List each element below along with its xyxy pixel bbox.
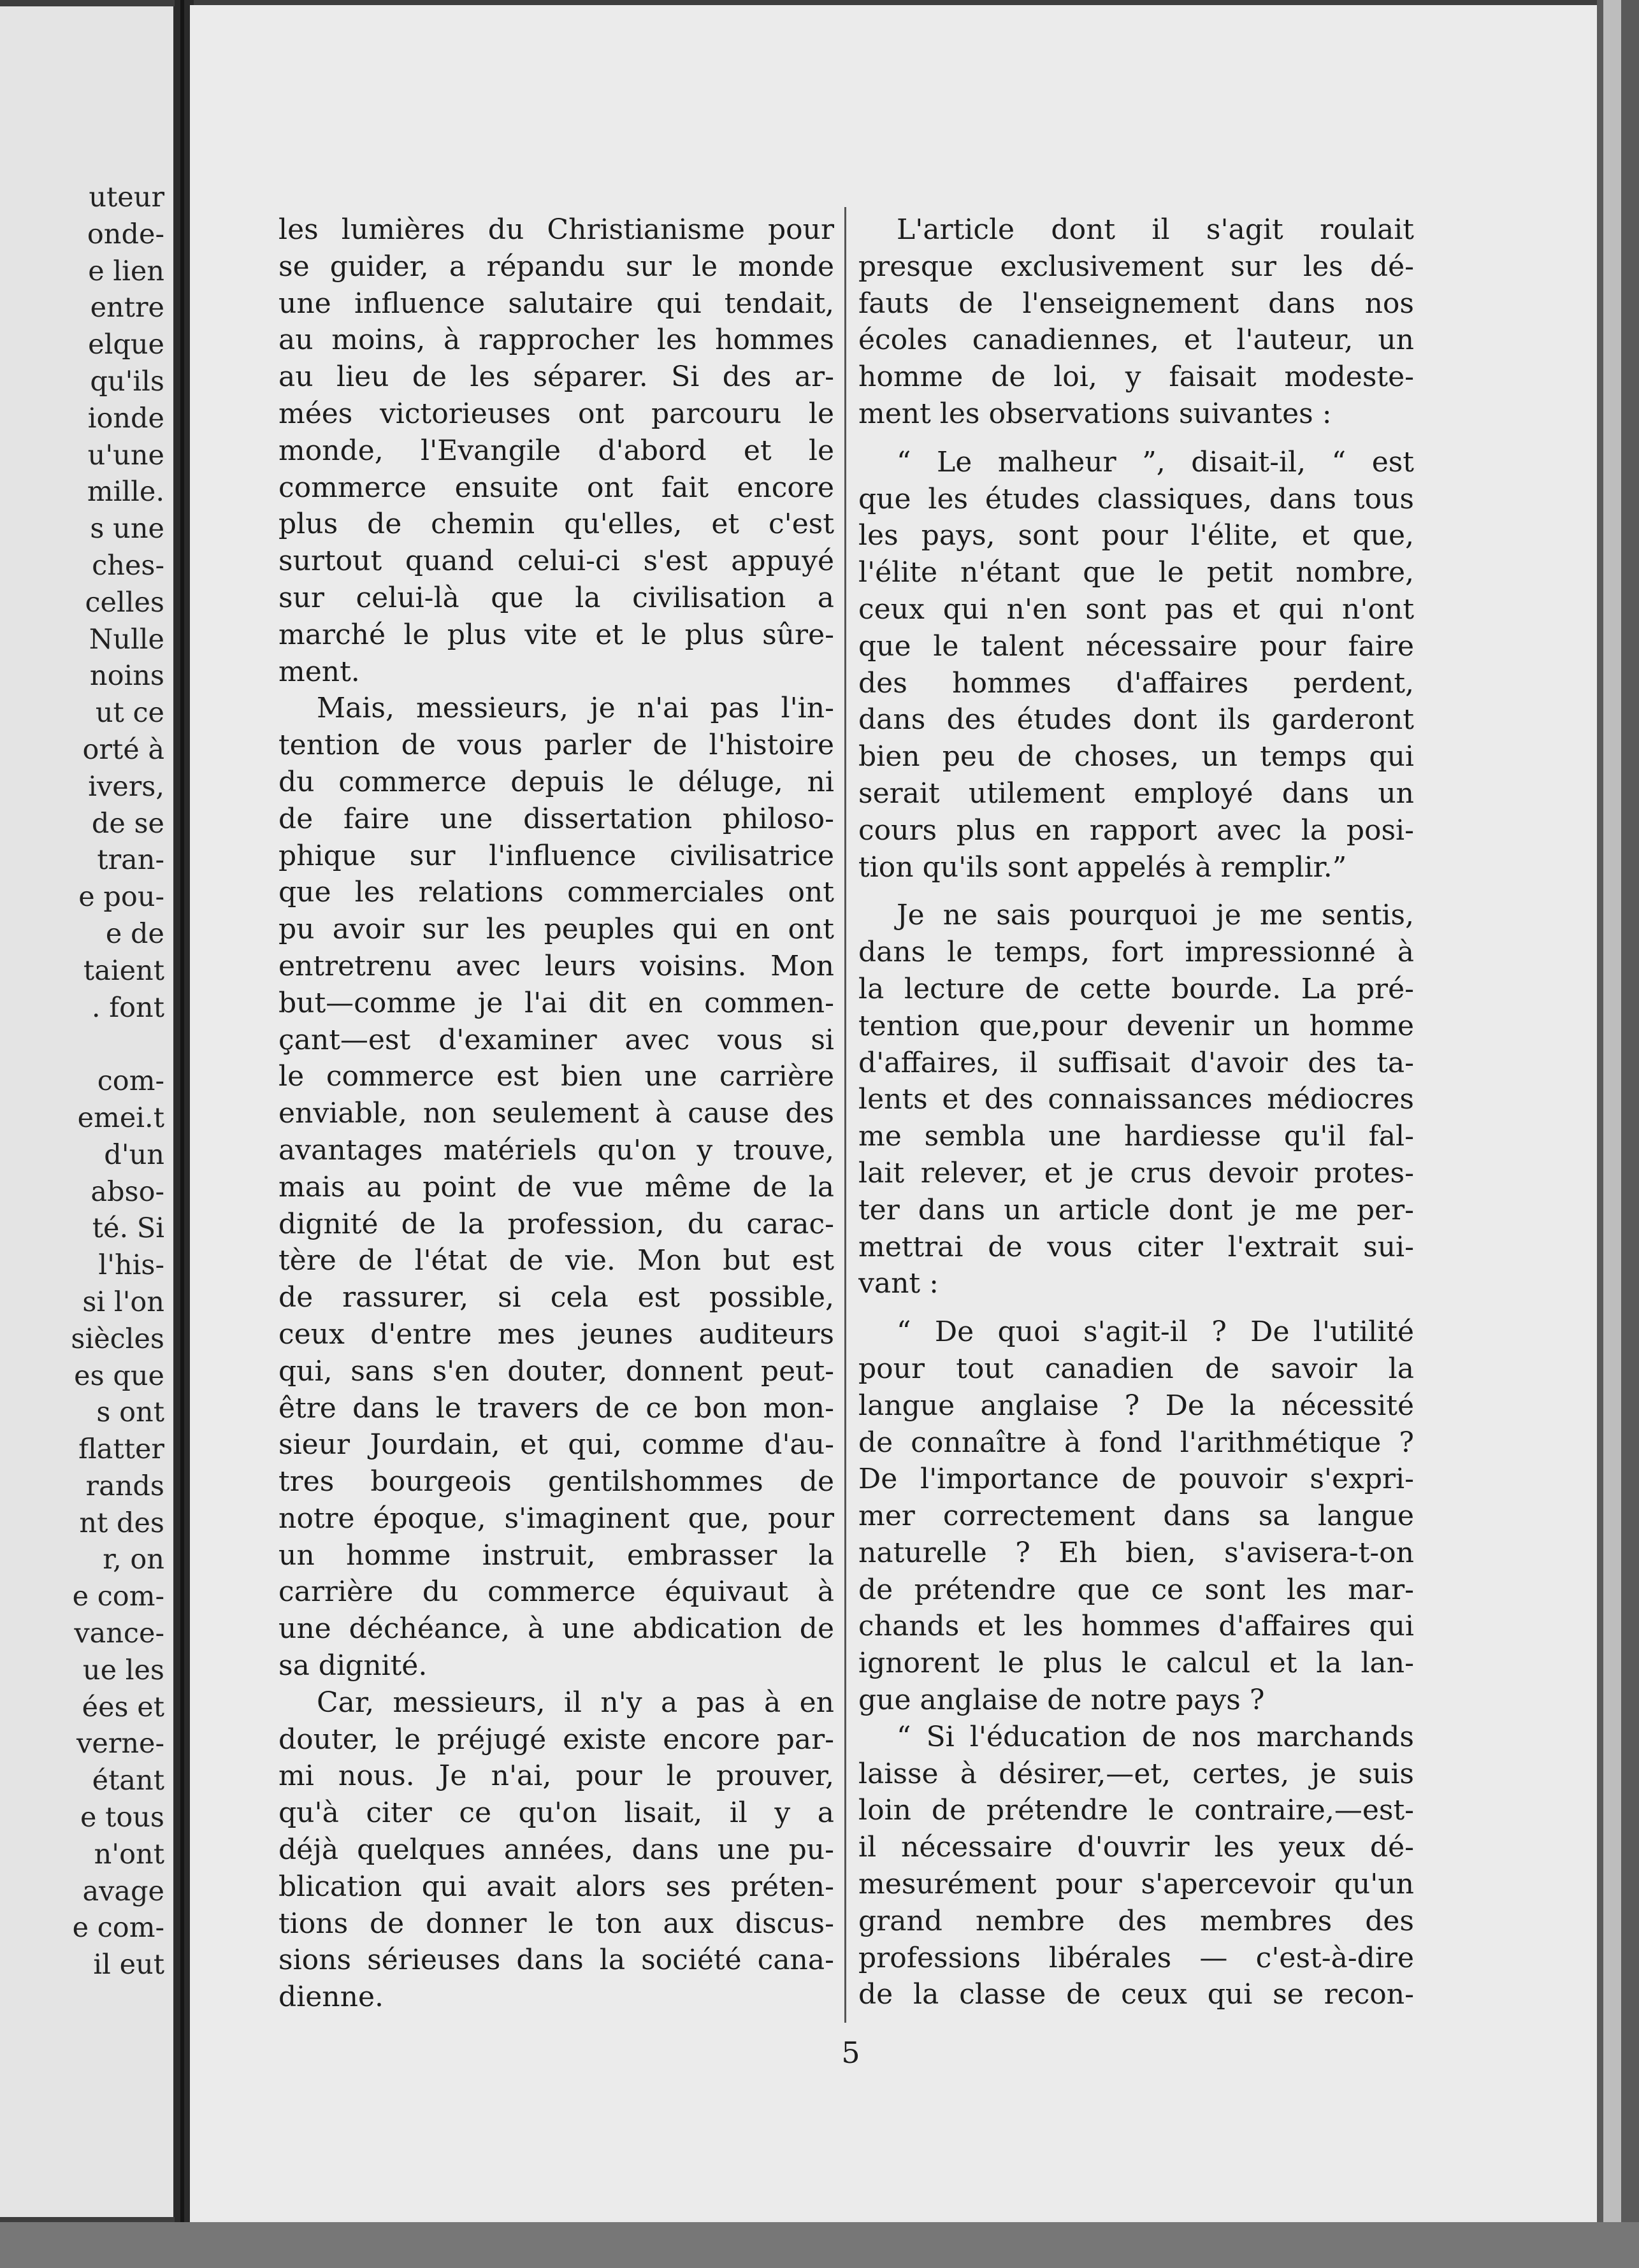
text-line: une influence salutaire qui tendait, (278, 287, 834, 320)
previous-page-line: mille. (87, 476, 164, 508)
text-line: dans le temps, fort impressionné à (858, 936, 1414, 969)
text-line: notre époque, s'imaginent que, pour (278, 1502, 834, 1535)
text-line: monde, l'Evangile d'abord et le (278, 434, 834, 467)
text-line: sa dignité. (278, 1649, 428, 1683)
text-line: ceux qui n'en sont pas et qui n'ont (858, 592, 1414, 626)
text-line: la lecture de cette bourde. La pré- (858, 972, 1414, 1005)
previous-page-line: e com- (72, 1581, 164, 1613)
text-line: tère de l'état de vie. Mon but est (278, 1244, 834, 1277)
text-line: écoles canadiennes, et l'auteur, un (858, 324, 1414, 357)
previous-page-line: rands (85, 1470, 164, 1502)
text-line: qu'à citer ce qu'on lisait, il y a (278, 1797, 834, 1830)
text-line: être dans le travers de ce bon mon- (278, 1391, 834, 1425)
previous-page-line: u'une (87, 439, 164, 471)
text-line: plus de chemin qu'elles, et c'est (278, 508, 834, 541)
text-line: de prétendre que ce sont les mar- (858, 1573, 1414, 1606)
text-line: lait relever, et je crus devoir protes- (858, 1156, 1414, 1189)
gutter-shadow (180, 0, 184, 2268)
previous-page-line: r, on (103, 1544, 164, 1576)
text-line: douter, le préjugé existe encore par- (278, 1723, 834, 1756)
previous-page-line: vance- (74, 1618, 164, 1650)
text-line: que les études classiques, dans tous (858, 482, 1414, 515)
previous-page-line: siècles (71, 1323, 164, 1355)
text-line: sur celui-là que la civilisation a (278, 581, 834, 614)
previous-page-line (71, 1026, 164, 1063)
text-line: cours plus en rapport avec la posi- (858, 814, 1414, 847)
text-line: laisse à désirer,—et, certes, je suis (858, 1757, 1414, 1790)
text-line: de faire une dissertation philoso- (278, 802, 834, 835)
text-line: “ De quoi s'agit-il ? De l'utilité (897, 1316, 1414, 1349)
previous-page-line: étant (92, 1765, 164, 1797)
previous-page-line: . font (91, 991, 164, 1024)
text-line: les pays, sont pour l'élite, et que, (858, 519, 1414, 552)
right-text-column (858, 212, 1414, 2013)
text-line: qui, sans s'en douter, donnent peut- (278, 1354, 834, 1388)
text-line: but—comme je l'ai dit en commen- (278, 986, 834, 1019)
previous-page-line: si l'on (82, 1286, 164, 1318)
text-line: le commerce est bien une carrière (278, 1060, 834, 1093)
text-line: pu avoir sur les peuples qui en ont (278, 913, 834, 946)
previous-page-fragment (0, 6, 175, 2217)
scan-bottom-edge (0, 2222, 1639, 2268)
previous-page-line: abso- (90, 1175, 164, 1208)
text-line: que les relations commerciales ont (278, 876, 834, 909)
previous-page-line: de se (91, 807, 164, 840)
text-line: loin de prétendre le contraire,—est- (858, 1794, 1414, 1827)
text-line: tions de donner le ton aux discus- (278, 1907, 834, 1940)
text-line: pour tout canadien de savoir la (858, 1352, 1414, 1385)
previous-page-line: Nulle (89, 623, 164, 656)
previous-page-line: l'his- (98, 1249, 164, 1282)
text-line: que le talent nécessaire pour faire (858, 629, 1414, 663)
text-line: avantages matériels qu'on y trouve, (278, 1133, 834, 1166)
text-line: Je ne sais pourquoi je me sentis, (897, 899, 1414, 932)
previous-page-line: emei.t (77, 1102, 164, 1134)
text-line: fauts de l'enseignement dans nos (858, 287, 1414, 320)
text-line: déjà quelques années, dans une pu- (278, 1834, 834, 1867)
previous-page-line: orté à (82, 733, 164, 766)
text-line: un homme instruit, embrasser la (278, 1539, 834, 1572)
text-line: ment. (278, 655, 360, 688)
previous-page-line: onde- (87, 218, 164, 250)
text-line: sions sérieuses dans la société cana- (278, 1944, 834, 1977)
text-line: du commerce depuis le déluge, ni (278, 765, 834, 798)
previous-page-line: té. Si (92, 1212, 164, 1245)
previous-page-line: s ont (96, 1396, 164, 1429)
previous-page-line: uteur (89, 182, 164, 213)
previous-page-line: nt des (79, 1507, 164, 1539)
text-line: se guider, a répandu sur le monde (278, 250, 834, 283)
previous-page-line: celles (85, 586, 164, 619)
previous-page-line: d'un (104, 1138, 164, 1171)
previous-page-text (71, 180, 164, 1984)
text-line: marché le plus vite et le plus sûre- (278, 618, 834, 651)
text-line: mer correctement dans sa langue (858, 1500, 1414, 1533)
text-line: mesurément pour s'apercevoir qu'un (858, 1868, 1414, 1901)
previous-page-line: noins (89, 660, 164, 693)
text-line: dignité de la profession, du carac- (278, 1207, 834, 1240)
previous-page-line: com- (97, 1065, 164, 1098)
text-line: dans des études dont ils garderont (858, 703, 1414, 736)
text-line: De l'importance de pouvoir s'expri- (858, 1463, 1414, 1496)
previous-page-line: ivers, (88, 770, 164, 803)
previous-page-line: entre (90, 292, 164, 324)
left-text-column (278, 212, 834, 2016)
text-line: blication qui avait alors ses préten- (278, 1870, 834, 1903)
text-line: presque exclusivement sur les dé- (858, 250, 1414, 283)
previous-page-line: ches- (92, 549, 164, 582)
previous-page-line: verne- (76, 1728, 164, 1760)
previous-page-line: n'ont (94, 1838, 164, 1870)
text-line: enviable, non seulement à cause des (278, 1097, 834, 1130)
previous-page-line: tran- (97, 844, 164, 877)
text-line: de connaître à fond l'arithmétique ? (858, 1426, 1414, 1459)
text-line: serait utilement employé dans un (858, 777, 1414, 810)
previous-page-line: s une (90, 513, 164, 545)
previous-page-line: e de (105, 917, 164, 950)
text-line: “ Si l'éducation de nos marchands (897, 1720, 1414, 1753)
text-line: l'élite n'étant que le petit nombre, (858, 556, 1414, 589)
text-line: bien peu de choses, un temps qui (858, 740, 1414, 773)
text-line: gue anglaise de notre pays ? (858, 1684, 1265, 1717)
text-line: Car, messieurs, il n'y a pas à en (317, 1686, 834, 1719)
text-line: tention que,pour devenir un homme (858, 1009, 1414, 1042)
text-line: lents et des connaissances médiocres (858, 1083, 1414, 1116)
previous-page-line: ue les (82, 1654, 164, 1686)
text-line: au moins, à rapprocher les hommes (278, 324, 834, 357)
previous-page-line: e tous (80, 1802, 164, 1834)
text-line: tres bourgeois gentilshommes de (278, 1465, 834, 1498)
text-line: mi nous. Je n'ai, pour le prouver, (278, 1760, 834, 1793)
text-line: il nécessaire d'ouvrir les yeux dé- (858, 1831, 1414, 1864)
page-number: 5 (841, 2035, 860, 2070)
text-line: d'affaires, il suffisait d'avoir des ta- (858, 1046, 1414, 1079)
text-line: “ Le malheur ”, disait-il, “ est (897, 445, 1414, 478)
text-line: sieur Jourdain, et qui, comme d'au- (278, 1428, 834, 1461)
text-line: au lieu de les séparer. Si des ar- (278, 361, 834, 394)
text-line: une déchéance, à une abdication de (278, 1612, 834, 1646)
previous-page-line: e com- (72, 1912, 164, 1944)
previous-page-line: e lien (88, 255, 164, 287)
text-line: homme de loi, y faisait modeste- (858, 361, 1414, 394)
text-line: tion qu'ils sont appelés à remplir.” (858, 850, 1347, 884)
previous-page-line: avage (82, 1875, 164, 1907)
text-line: carrière du commerce équivaut à (278, 1575, 834, 1609)
text-line: mais au point de vue même de la (278, 1170, 834, 1203)
text-line: L'article dont il s'agit roulait (897, 213, 1414, 246)
previous-page-line: qu'ils (90, 365, 164, 398)
text-line: dienne. (278, 1981, 384, 2014)
previous-page-line: e pou- (78, 881, 164, 914)
text-line: les lumières du Christianisme pour (278, 213, 834, 246)
text-line: professions libérales — c'est-à-dire (858, 1941, 1414, 1974)
text-line: mettrai de vous citer l'extrait sui- (858, 1230, 1414, 1263)
text-line: vant : (858, 1267, 939, 1300)
text-line: chands et les hommes d'affaires qui (858, 1610, 1414, 1643)
text-line: mées victorieuses ont parcouru le (278, 397, 834, 430)
previous-page-line: il eut (93, 1949, 164, 1981)
column-divider (844, 207, 846, 2023)
previous-page-line: taient (83, 954, 164, 987)
previous-page-line: es que (74, 1360, 164, 1392)
text-line: ment les observations suivantes : (858, 397, 1332, 430)
previous-page-line: ionde (87, 402, 164, 434)
text-line: ter dans un article dont je me per- (858, 1193, 1414, 1226)
previous-page-line: elque (88, 329, 164, 361)
text-line: entretrenu avec leurs voisins. Mon (278, 949, 834, 982)
previous-page-line: flatter (78, 1433, 164, 1466)
text-line: surtout quand celui-ci s'est appuyé (278, 545, 834, 578)
text-line: ceux d'entre mes jeunes auditeurs (278, 1317, 834, 1351)
text-line: de la classe de ceux qui se recon- (858, 1978, 1414, 2011)
text-line: des hommes d'affaires perdent, (858, 666, 1414, 700)
text-line: me sembla une hardiesse qu'il fal- (858, 1120, 1414, 1153)
page-right-edge (1597, 0, 1639, 2268)
previous-page-line: ées et (82, 1691, 164, 1723)
text-line: çant—est d'examiner avec vous si (278, 1023, 834, 1056)
text-line: commerce ensuite ont fait encore (278, 471, 834, 504)
text-line: tention de vous parler de l'histoire (278, 729, 834, 762)
text-line: ignorent le plus le calcul et la lan- (858, 1647, 1414, 1680)
text-line: phique sur l'influence civilisatrice (278, 839, 834, 872)
text-line: naturelle ? Eh bien, s'avisera-t-on (858, 1536, 1414, 1569)
text-line: de rassurer, si cela est possible, (278, 1281, 834, 1314)
text-line: Mais, messieurs, je n'ai pas l'in- (317, 692, 834, 725)
text-line: grand nembre des membres des (858, 1904, 1414, 1937)
text-line: langue anglaise ? De la nécessité (858, 1389, 1414, 1422)
previous-page-line: ut ce (95, 697, 164, 729)
